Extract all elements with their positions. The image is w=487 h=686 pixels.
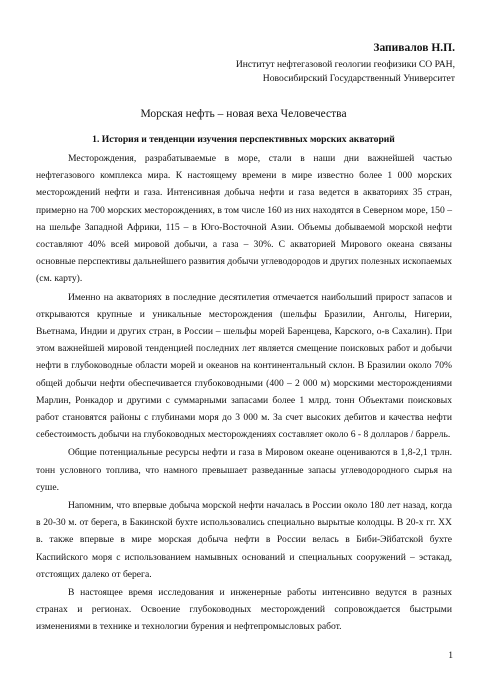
- body-text: [36, 150, 452, 636]
- paragraph: В настоящее время исследования и инженерные работы интенсивно ведутся в разных странах и регионах. Освоение глубоководных месторождений сопровождается быстрыми изменениями в технике и технологии бурения и нефтепромысловых работ.: [36, 587, 452, 633]
- document-title: Морская нефть – новая веха Человечества: [140, 108, 347, 120]
- author-affiliation: [236, 58, 455, 86]
- paragraph: Напомним, что впервые добыча морской нефти началась в России около 180 лет назад, когда в 20-30 м. от берега, в Бакинской бухте использовались специально вырытые колодцы. В 20-х гг. XX в. также впервые в мире морская добыча нефти в России велась в Биби-Эйбатской бухте Каспийского моря с использованием намывных оснований и специальных сооружений – эстакад, отстоящих далеко от берега.: [36, 500, 452, 580]
- paragraph: Месторождения, разрабатываемые в море, стали в наши дни важнейшей частью нефтегазового комплекса мира. К настоящему времени в мире известно более 1 000 морских месторождений нефти и газа. Интенсивная добыча нефти и газа ведется в акваториях 35 стран, примерно на 700 морских месторождениях, в том числе 160 из них находятся в Северном море, 150 – на шельфе Западной Африки, 115 – в Юго-Восточной Азии. Объемы добываемой морской нефти составляют 40% всей мировой добычи, а газа – 30%. С акваторией Мирового океана связаны основные перспективы дальнейшего развития добычи углеводородов и других полезных ископаемых (см. карту).: [36, 153, 452, 285]
- section-heading: 1. История и тенденции изучения перспективных морских акваторий: [92, 134, 395, 145]
- affiliation-line-2: Новосибирский Государственный Университет: [262, 73, 455, 84]
- paragraph: Общие потенциальные ресурсы нефти и газа в Мировом океане оцениваются в 1,8-2,1 трлн. тонн условного топлива, что намного превышает разведанные запасы углеводородного сырья на суше.: [36, 447, 452, 493]
- paragraph: Именно на акваториях в последние десятилетия отмечается наибольший прирост запасов и открываются крупные и уникальные месторождения (шельфы Бразилии, Анголы, Нигерии, Вьетнама, Индии и других стран, в России – шельфы морей Баренцева, Карского, о-в Сахалин). При этом важнейшей мировой тенденцией последних лет является смещение поисковых работ и добычи нефти в глубоководные области морей и океанов на континентальный склон. В Бразилии около 70% общей добычи нефти обеспечивается глубоководными (400 – 2 000 м) морскими месторождениями Марлин, Ронкадор и другими с суммарными запасами более 1 млрд. тонн Объектами поисковых работ становятся районы с глубинами моря до 3 000 м. За счет высоких дебитов и качества нефти себестоимость добычи на глубоководных месторождениях составляет около 6 - 8 долларов / баррель.: [36, 291, 452, 441]
- author-name: Запивалов Н.П.: [373, 42, 455, 54]
- affiliation-line-1: Институт нефтегазовой геологии геофизики СО РАН,: [235, 59, 455, 70]
- page-number: 1: [448, 650, 453, 661]
